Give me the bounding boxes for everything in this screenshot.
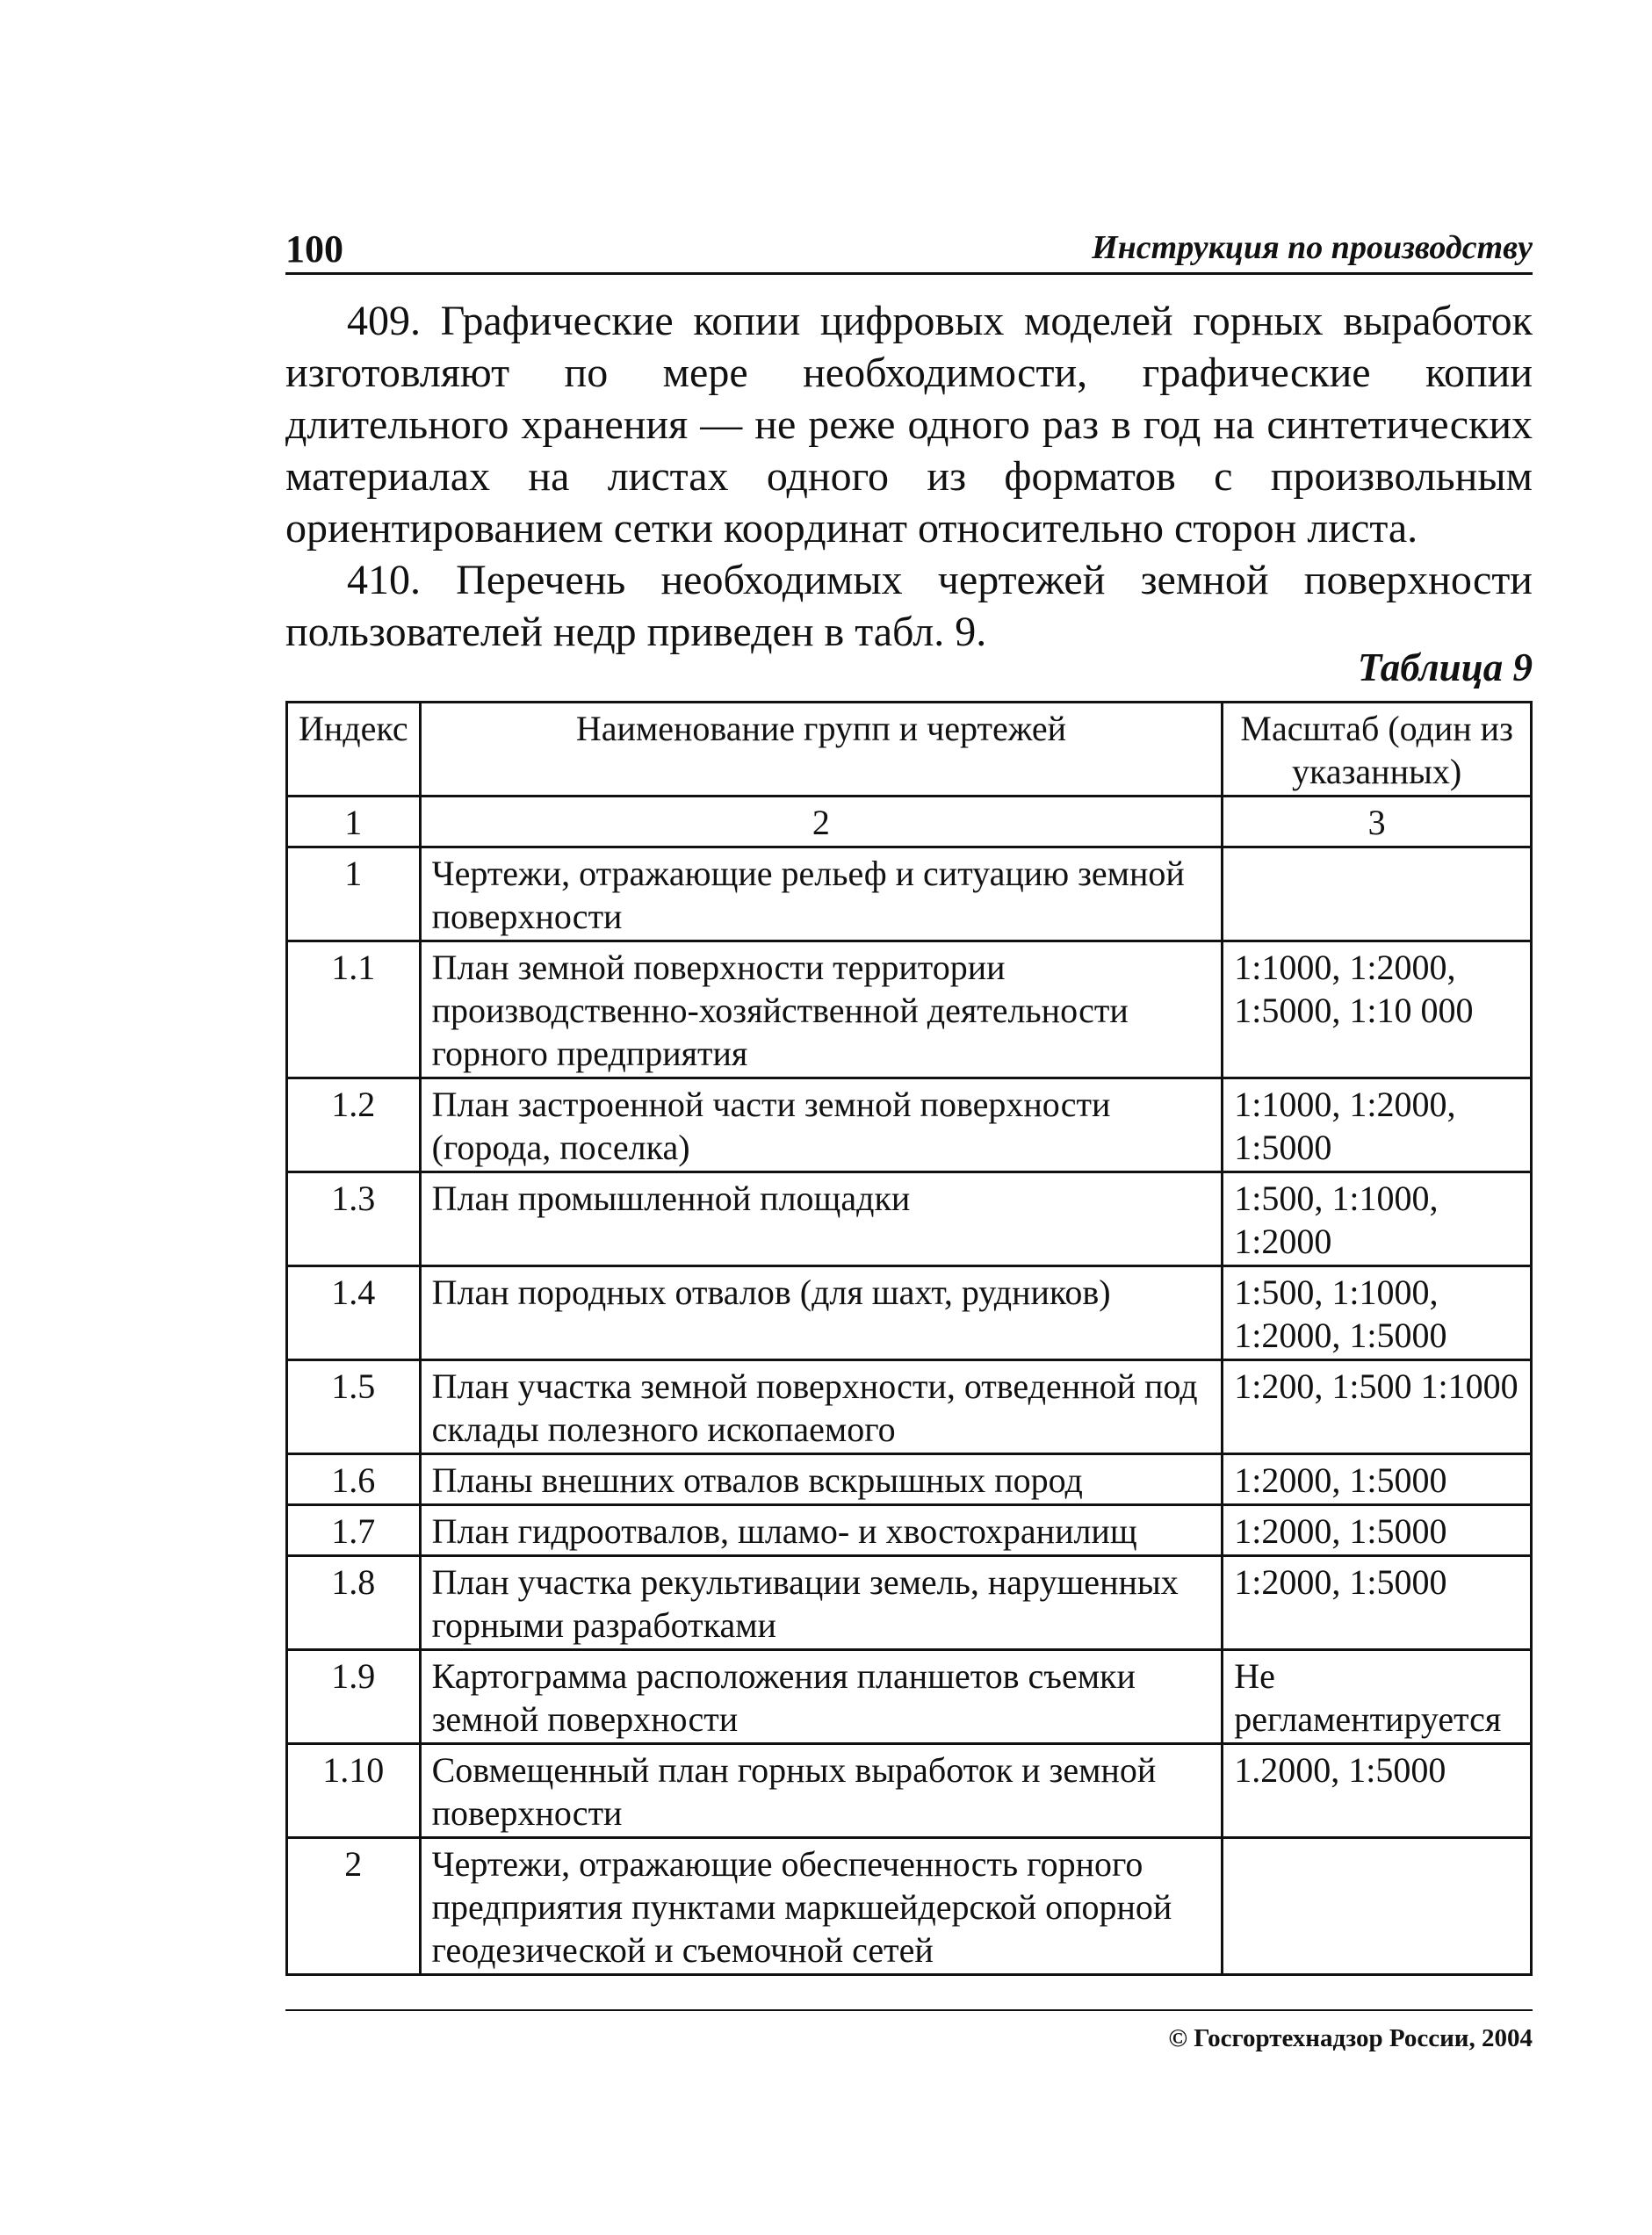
row-name: План гидроотвалов, шламо- и хвостохранилищ bbox=[420, 1505, 1223, 1556]
table-row bbox=[287, 1172, 1532, 1266]
row-name: Планы внешних отвалов вскрышных пород bbox=[420, 1454, 1223, 1505]
row-name: План участка рекультивации земель, нарушенных горными разработками bbox=[420, 1556, 1223, 1650]
table-caption: Таблица 9 bbox=[1357, 645, 1533, 689]
table-row bbox=[287, 1505, 1532, 1556]
page-number: 100 bbox=[285, 227, 343, 270]
header-name: Наименование групп и чертежей bbox=[420, 703, 1223, 797]
table-row bbox=[287, 1556, 1532, 1650]
row-index: 1.8 bbox=[287, 1556, 421, 1650]
row-scale: 1:500, 1:1000, 1:2000 bbox=[1223, 1172, 1532, 1266]
header-index: Индекс bbox=[287, 703, 421, 797]
row-scale: 1:200, 1:500 1:1000 bbox=[1223, 1360, 1532, 1454]
row-index: 1.10 bbox=[287, 1744, 421, 1838]
row-index: 2 bbox=[287, 1838, 421, 1975]
row-name: План породных отвалов (для шахт, рудников) bbox=[420, 1266, 1223, 1360]
table-row bbox=[287, 847, 1532, 941]
table-row bbox=[287, 1650, 1532, 1744]
row-index: 1.9 bbox=[287, 1650, 421, 1744]
column-number: 3 bbox=[1223, 797, 1532, 847]
row-scale: 1:2000, 1:5000 bbox=[1223, 1505, 1532, 1556]
row-scale bbox=[1223, 1838, 1532, 1975]
row-name: Чертежи, отражающие обеспеченность горного предприятия пунктами маркшейдерской опорной геодезической и съемочной сетей bbox=[420, 1838, 1223, 1975]
column-number: 1 bbox=[287, 797, 421, 847]
row-index: 1.7 bbox=[287, 1505, 421, 1556]
paragraph-410: 410. Перечень необходимых чертежей земной поверхности пользователей недр приведен в табл. 9. bbox=[285, 557, 1533, 655]
row-scale: 1:500, 1:1000, 1:2000, 1:5000 bbox=[1223, 1266, 1532, 1360]
row-scale: 1:1000, 1:2000, 1:5000 bbox=[1223, 1078, 1532, 1172]
row-index: 1.3 bbox=[287, 1172, 421, 1266]
row-name: Чертежи, отражающие рельеф и ситуацию земной поверхности bbox=[420, 847, 1223, 941]
copyright-notice: © Госгортехнадзор России, 2004 bbox=[1168, 2024, 1533, 2052]
column-number-row bbox=[287, 797, 1532, 847]
row-scale: Не регламентируется bbox=[1223, 1650, 1532, 1744]
row-name: План промышленной площадки bbox=[420, 1172, 1223, 1266]
header-rule bbox=[285, 272, 1533, 275]
row-scale: 1:1000, 1:2000, 1:5000, 1:10 000 bbox=[1223, 941, 1532, 1078]
footer-rule bbox=[285, 2009, 1533, 2011]
row-scale: 1.2000, 1:5000 bbox=[1223, 1744, 1532, 1838]
paragraph-409: 409. Графические копии цифровых моделей горных выработок изготовляют по мере необходимости, графические копии длительного хранения — не реже одного раз в год на синтетических материалах на листах одного из форматов с произвольным ориентированием сетки координат относительно сторон листа. bbox=[285, 298, 1533, 552]
row-index: 1 bbox=[287, 847, 421, 941]
row-scale: 1:2000, 1:5000 bbox=[1223, 1454, 1532, 1505]
column-number: 2 bbox=[420, 797, 1223, 847]
table-row bbox=[287, 1838, 1532, 1975]
table-row bbox=[287, 1266, 1532, 1360]
table-row bbox=[287, 941, 1532, 1078]
row-name: План участка земной поверхности, отведенной под склады полезного ископаемого bbox=[420, 1360, 1223, 1454]
body-text bbox=[285, 295, 1533, 658]
row-scale bbox=[1223, 847, 1532, 941]
table-row bbox=[287, 1454, 1532, 1505]
row-index: 1.4 bbox=[287, 1266, 421, 1360]
row-index: 1.2 bbox=[287, 1078, 421, 1172]
row-index: 1.5 bbox=[287, 1360, 421, 1454]
page-header bbox=[285, 227, 1533, 270]
row-name: План земной поверхности территории производственно-хозяйственной деятельности горного предприятия bbox=[420, 941, 1223, 1078]
running-title: Инструкция по производству bbox=[1092, 229, 1533, 266]
table-header-row bbox=[287, 703, 1532, 797]
row-name: Совмещенный план горных выработок и земной поверхности bbox=[420, 1744, 1223, 1838]
table-row bbox=[287, 1078, 1532, 1172]
table-row bbox=[287, 1360, 1532, 1454]
drawings-table bbox=[285, 701, 1533, 1976]
row-name: Картограмма расположения планшетов съемки земной поверхности bbox=[420, 1650, 1223, 1744]
header-scale: Масштаб (один из указанных) bbox=[1223, 703, 1532, 797]
table-row bbox=[287, 1744, 1532, 1838]
row-index: 1.1 bbox=[287, 941, 421, 1078]
row-name: План застроенной части земной поверхности (города, поселка) bbox=[420, 1078, 1223, 1172]
row-index: 1.6 bbox=[287, 1454, 421, 1505]
row-scale: 1:2000, 1:5000 bbox=[1223, 1556, 1532, 1650]
